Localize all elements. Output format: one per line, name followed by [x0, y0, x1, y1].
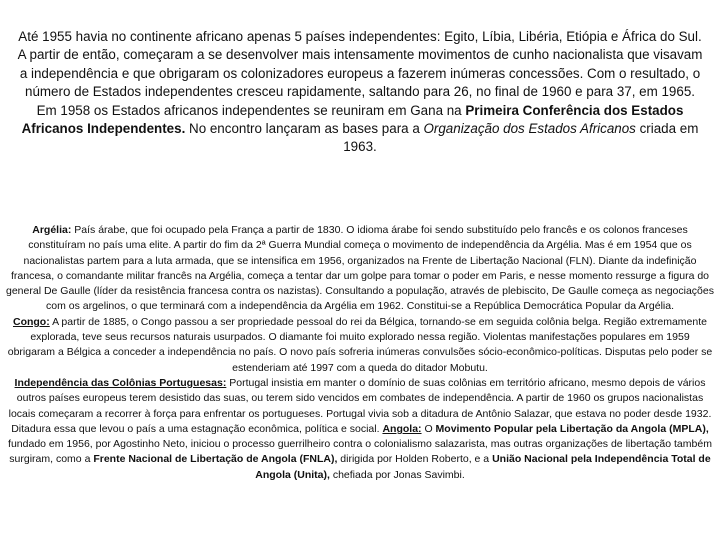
- intro-text-part1: Até 1955 havia no continente africano apenas 5 países independentes: Egito, Líbia, Libéria, Etiópia e África do Sul. A partir de então, começaram a se desenvolver mais intensamente movimentos de cunho nacionalista que visavam a independência e que obrigaram os colonizadores europeus a fazerem inúmeras concessões. Com o resultado, o número de Estados independentes cresceu rapidamente, saltando para 26, no final de 1960 e para 37, em 1965. Em 1958 os Estados africanos independentes se reuniram em Gana na: [17, 29, 703, 118]
- congo-text: A partir de 1885, o Congo passou a ser propriedade pessoal do rei da Bélgica, tornando-se em seguida colônia belga. Região extremamente explorada, teve seus recursos naturais usurpados. O diamante foi muito explorado nessa região. Violentas manifestações populares em 1959 obrigaram a Bélgica a conceder a independência no país. O novo país sofreria inúmeras convulsões sócio-econômico-políticas. Disputas pelo poder se estenderiam até 1997 com a queda do ditador Mobutu.: [7, 315, 713, 374]
- intro-paragraph: [14, 28, 706, 157]
- algeria-heading: Argélia:: [32, 224, 72, 236]
- conference-name: Primeira Conferência dos Estados Africanos Independentes.: [21, 102, 684, 137]
- organization-name: Organização dos Estados Africanos: [423, 121, 636, 137]
- country-details: [6, 223, 714, 483]
- angola-heading: Angola:: [382, 422, 422, 435]
- intro-text-part3: criada em 1963.: [343, 121, 699, 155]
- angola-text-1: O: [421, 422, 436, 435]
- intro-text-part2: No encontro lançaram as bases para a: [185, 121, 424, 137]
- portuguese-colonies-text: Portugal insistia em manter o domínio de suas colônias em território africano, mesmo depois de vários outros países europeus terem desistido das suas, ou terem sido vencidos em combates de independência. A partir de 1960 os grupos nacionalistas locais começaram a recorrer à força para enfrentar os portugueses. Portugal vivia sob a ditadura de Antônio Salazar, que estava no poder desde 1932. Ditadura essa que levou o país a uma estagnação econômica, política e social.: [8, 376, 712, 435]
- congo-heading: Congo:: [12, 315, 50, 328]
- fnla-name: Frente Nacional de Libertação de Angola (FNLA),: [93, 453, 338, 466]
- unita-name: União Nacional pela Independência Total de Angola (Unita),: [255, 453, 711, 481]
- intro-text: [14, 28, 706, 157]
- portuguese-colonies-heading: Independência das Colônias Portuguesas:: [14, 376, 227, 389]
- mpla-name: Movimento Popular pela Libertação da Angola (MPLA),: [435, 422, 709, 435]
- congo-paragraph: [6, 315, 714, 376]
- algeria-paragraph: [6, 223, 714, 315]
- angola-text-2: fundado em 1956, por Agostinho Neto, iniciou o processo guerrilheiro contra o colonialismo salazarista, mas outras organizações de libertação também surgiram, como a: [8, 438, 712, 466]
- angola-text-4: chefiada por Jonas Savimbi.: [329, 468, 465, 481]
- angola-text-3: dirigida por Holden Roberto, e a: [337, 453, 493, 466]
- algeria-text: País árabe, que foi ocupado pela França a partir de 1830. O idioma árabe foi sendo substituído pelo francês e os colonos franceses constituíram no país uma elite. A partir do fim da 2ª Guerra Mundial começa o movimento de independência da Argélia. Mas é em 1954 que os nacionalistas partem para a luta armada, que se intensifica em 1956, organizados na Frente de Libertação Nacional (FLN). Diante da indefinição francesa, o comandante militar francês na Argélia, começa a tentar dar um golpe para tomar o poder em Paris, e nesse momento ressurge a figura do general De Gaulle (líder da resistência francesa contra os nazistas). Consultando a população, através de plebiscito, De Gaulle começa as negociações com os argelinos, o que terminará com a independência da Argélia em 1962. Constitui-se a República Democrática Popular da Argélia.: [6, 224, 714, 313]
- portuguese-colonies-paragraph: [6, 376, 714, 483]
